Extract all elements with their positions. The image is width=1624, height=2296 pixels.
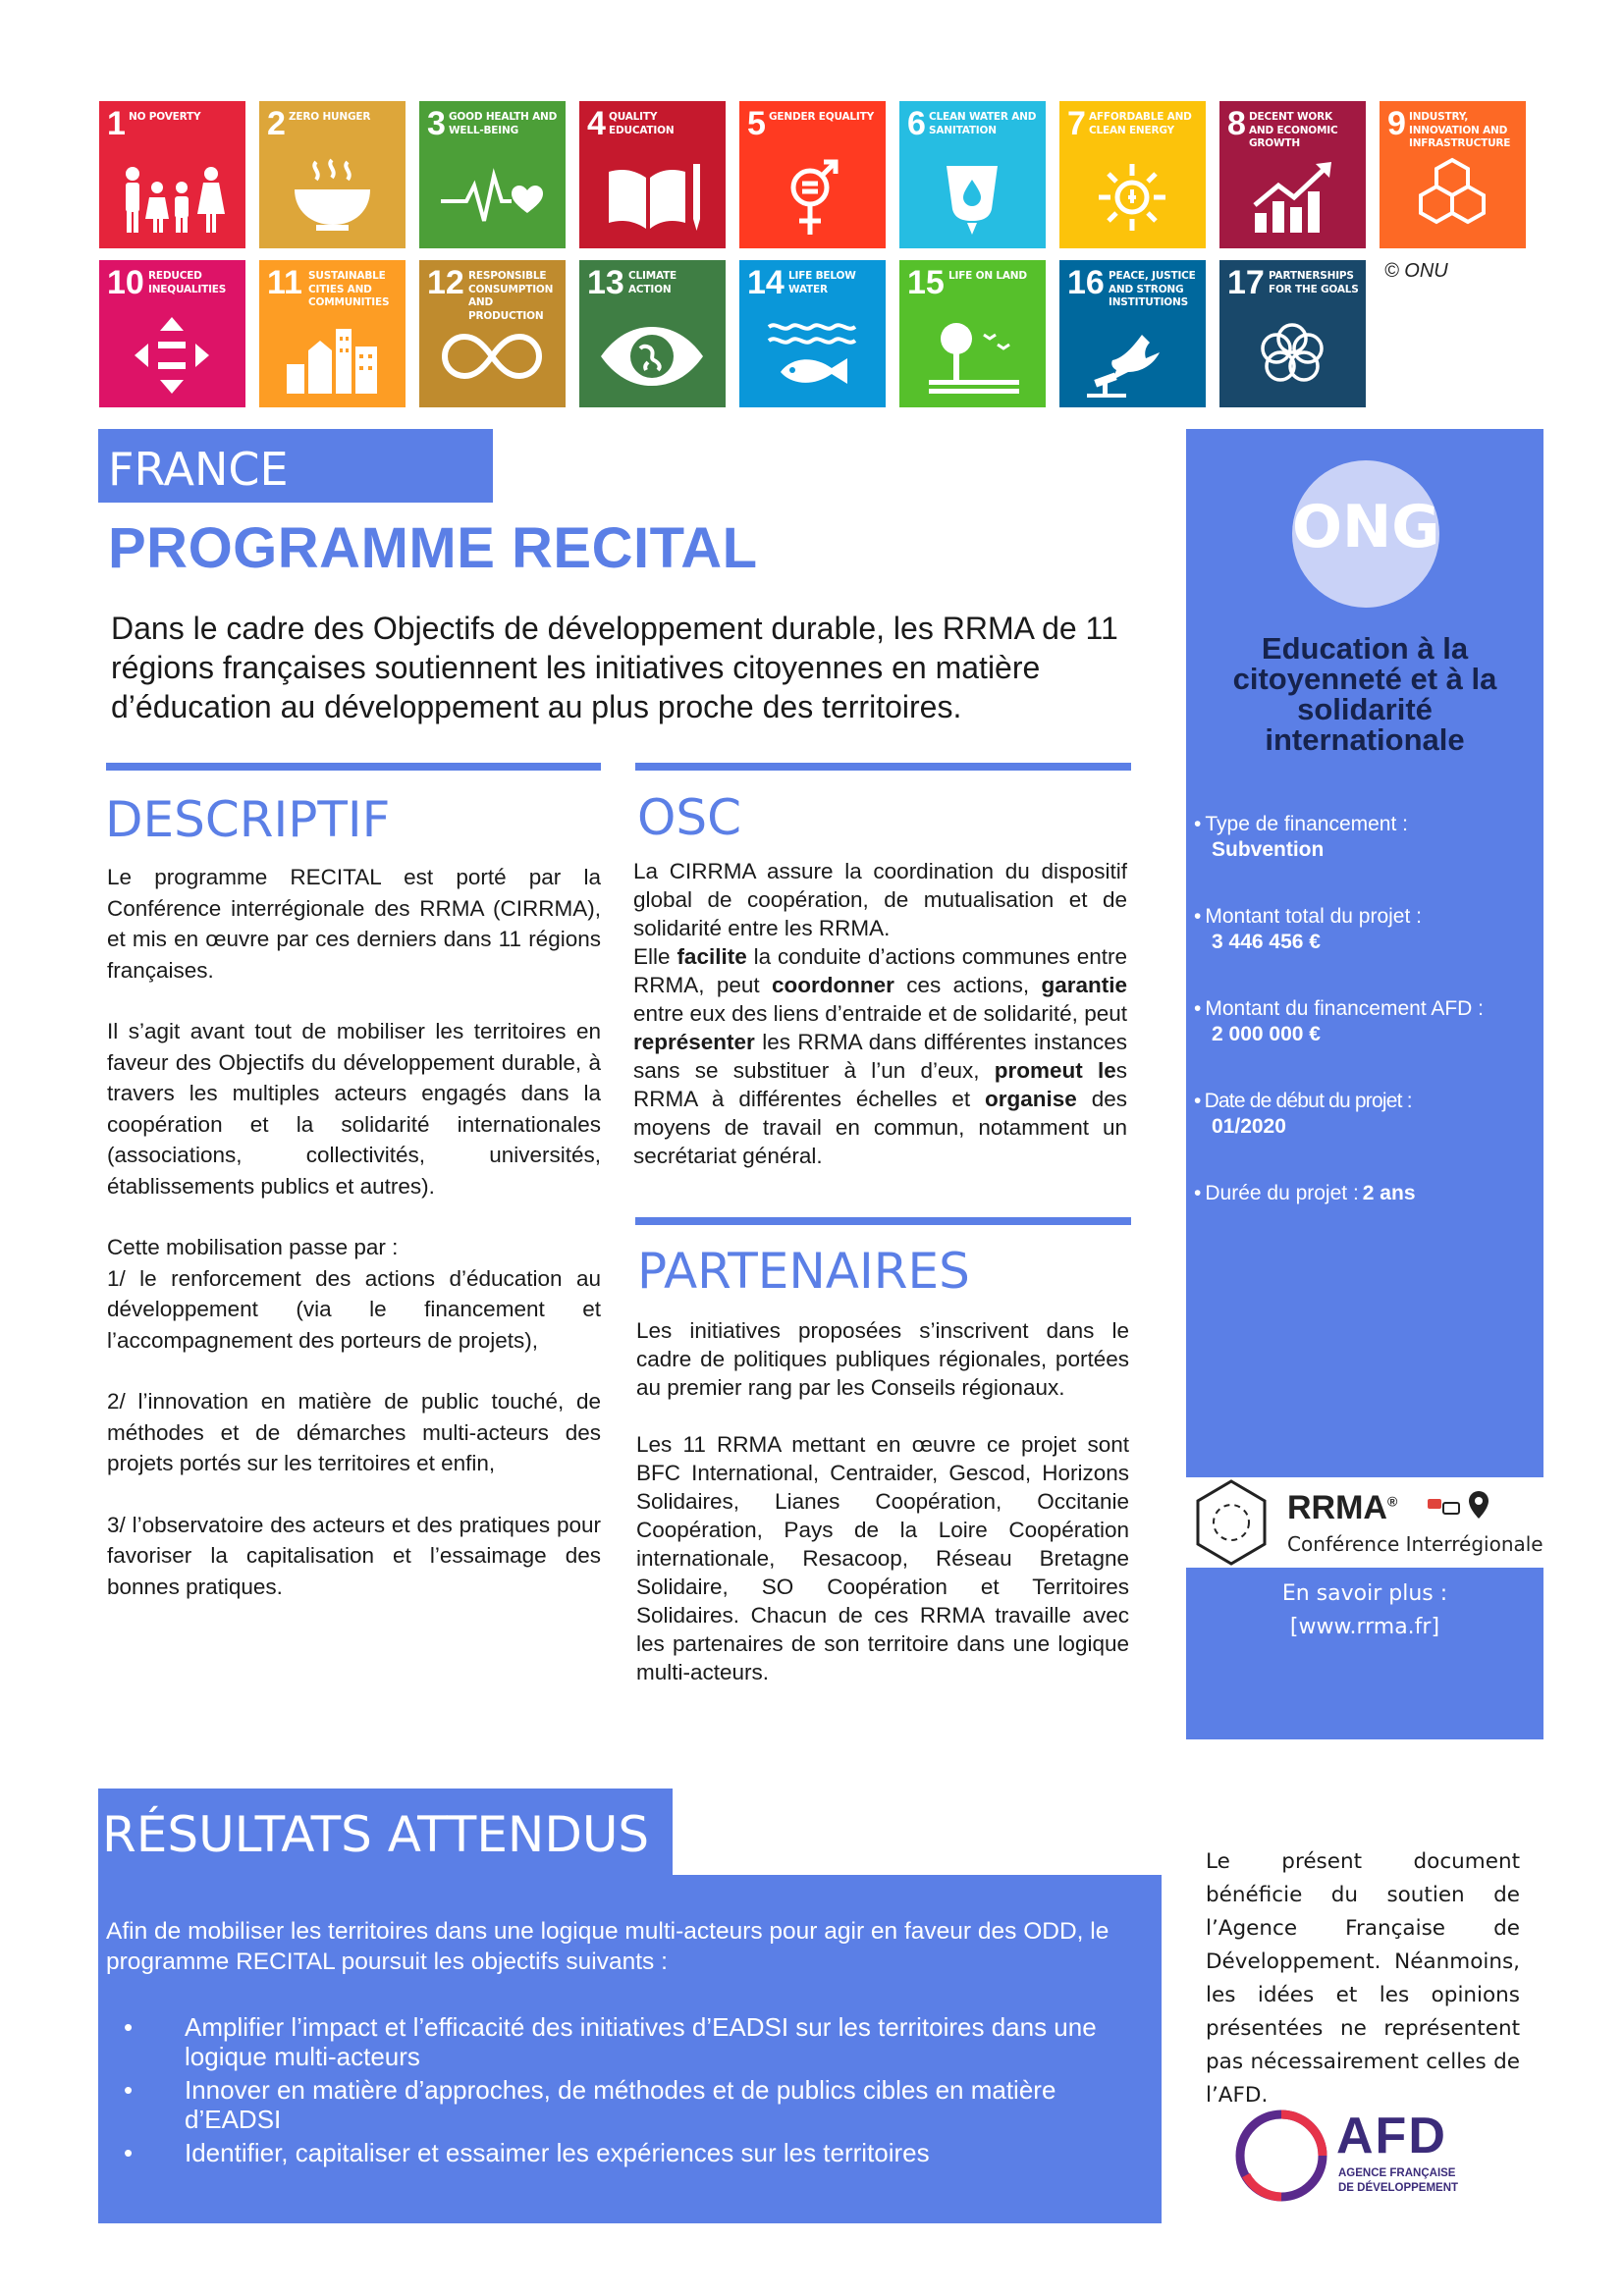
results-heading: RÉSULTATS ATTENDUS [102, 1806, 650, 1863]
descriptif-paragraph: 1/ le renforcement des actions d’éducation au développement (via le financement et l’accompagnement des porteurs de projets), [107, 1265, 601, 1353]
sdg-tile-4 [579, 101, 726, 248]
rrma-logo-name: RRMA® [1287, 1489, 1398, 1526]
duration-value: 2 ans [1362, 1182, 1416, 1204]
sdg-label: GENDER EQUALITY [769, 111, 874, 123]
city-icon [273, 311, 392, 398]
descriptif-body [107, 862, 601, 1602]
sdg-number: 6 [907, 105, 926, 142]
sdg-label: AFFORDABLE AND CLEAN ENERGY [1089, 111, 1192, 136]
sdg-tile-14 [739, 260, 886, 407]
total-amount-value: 3 446 456 € [1212, 931, 1321, 953]
sdg-tile-16 [1059, 260, 1206, 407]
dove-gavel-icon [1073, 311, 1192, 398]
rrma-logo [1186, 1477, 1543, 1568]
sdg-tile-5 [739, 101, 886, 248]
heartbeat-icon [433, 152, 552, 239]
list-item [1194, 904, 1528, 955]
cubes-icon [1393, 152, 1512, 239]
list-item: • Innover en matière d’approches, de méthodes et de publics cibles en matière d’EADSI [106, 2075, 1159, 2134]
sdg-tile-9 [1380, 101, 1526, 248]
sdg-label: LIFE BELOW WATER [788, 270, 856, 295]
ong-badge-label: ONG [1292, 493, 1440, 561]
list-item [1194, 1181, 1528, 1206]
country-banner [98, 429, 493, 503]
total-amount-label: • Montant total du projet : [1194, 905, 1422, 928]
results-intro: Afin de mobiliser les territoires dans une logique multi-acteurs pour agir en faveur des ODD, le programme RECITAL poursuit les objectifs suivants : [106, 1918, 1110, 1975]
sdg-number: 10 [107, 264, 144, 301]
sdg-label: GOOD HEALTH AND WELL-BEING [449, 111, 558, 136]
afd-name-line2: DE DÉVELOPPEMENT [1338, 2182, 1459, 2194]
partenaires-body [636, 1316, 1129, 1686]
equality-arrows-icon [113, 311, 232, 398]
sdg-tile-1 [99, 101, 245, 248]
fish-icon [753, 311, 872, 398]
more-info [1186, 1577, 1543, 1644]
list-item: • Amplifier l’impact et l’efficacité des initiatives d’EADSI sur les territoires dans une logique multi-acteurs [106, 2012, 1159, 2071]
partenaires-paragraph: Les initiatives proposées s’inscrivent dans le cadre de politiques publiques régionales, portées au premier rang par les Conseils régionaux. [636, 1318, 1129, 1400]
growth-chart-icon [1233, 152, 1352, 239]
country-label: FRANCE [108, 443, 289, 496]
sdg-number: 8 [1227, 105, 1246, 142]
sdg-number: 3 [427, 105, 446, 142]
descriptif-paragraph: 2/ l’innovation en matière de public touché, de méthodes et de démarches multi-acteurs des projets portés sur les territoires et enfin, [107, 1389, 601, 1475]
sdg-label: CLIMATE ACTION [628, 270, 677, 295]
sdg-label: PARTNERSHIPS FOR THE GOALS [1269, 270, 1359, 295]
descriptif-paragraph: Le programme RECITAL est porté par la Conférence interrégionale des RRMA (CIRRMA), et mis en œuvre par ces derniers dans 11 régions françaises. [107, 865, 601, 983]
results-box [98, 1875, 1162, 2223]
afd-logo [1232, 2107, 1488, 2205]
partenaires-heading: PARTENAIRES [637, 1243, 970, 1300]
sdg-number: 7 [1067, 105, 1086, 142]
sdg-label: RESPONSIBLE CONSUMPTION AND PRODUCTION [468, 270, 554, 322]
sun-icon [1073, 152, 1192, 239]
sdg-label: INDUSTRY, INNOVATION AND INFRASTRUCTURE [1409, 111, 1511, 150]
ong-badge [1292, 460, 1439, 608]
list-item [1194, 996, 1528, 1047]
sdg-tile-2 [259, 101, 406, 248]
disclaimer-text: Le présent document bénéficie du soutien de l’Agence Française de Développement. Néanmoins, les idées et les opinions présentées ne représentent pas nécessairement celles de l’AFD. [1206, 1849, 1520, 2108]
sdg-tile-10 [99, 260, 245, 407]
sdg-number: 11 [267, 264, 302, 301]
financing-type-value: Subvention [1212, 838, 1325, 861]
sdg-tile-7 [1059, 101, 1206, 248]
rings-icon [1233, 311, 1352, 398]
sdg-tile-12 [419, 260, 566, 407]
sdg-number: 14 [747, 264, 785, 301]
sdg-number: 1 [107, 105, 126, 142]
more-info-label: En savoir plus : [1281, 1581, 1448, 1606]
gender-icon [753, 152, 872, 239]
sdg-number: 5 [747, 105, 766, 142]
list-item: • Identifier, capitaliser et essaimer les expériences sur les territoires [106, 2138, 1159, 2167]
list-item [1194, 812, 1528, 863]
sdg-tile-6 [899, 101, 1046, 248]
sdg-tile-13 [579, 260, 726, 407]
infinity-icon [433, 311, 552, 398]
financing-type-label: • Type de financement : [1194, 813, 1408, 835]
list-item [1194, 1089, 1528, 1140]
start-date-value: 01/2020 [1212, 1115, 1286, 1138]
sdg-number: 2 [267, 105, 286, 142]
osc-paragraph: Elle facilite la conduite d’actions communes entre RRMA, peut coordonner ces actions, garantie entre eux des liens d’entraide et de solidarité, peut représenter les RRMA dans différentes instances sans se substituer à l’un d’eux, promeut les RRMA à différentes échelles et organise des moyens de travail en commun, notamment un secrétariat général. [633, 944, 1127, 1168]
sdg-label: SUSTAINABLE CITIES AND COMMUNITIES [308, 270, 390, 309]
bowl-icon [273, 152, 392, 239]
sdg-number: 15 [907, 264, 945, 301]
sdg-number: 4 [587, 105, 606, 142]
section-divider [106, 763, 601, 771]
descriptif-paragraph: Cette mobilisation passe par : [107, 1235, 399, 1259]
family-icon [113, 152, 232, 239]
financing-list [1194, 812, 1528, 1248]
partenaires-paragraph: Les 11 RRMA mettant en œuvre ce projet sont BFC International, Centraider, Gescod, Horizons Solidaires, Lianes Coopération, Occitanie Coopération, Pays de la Loire Coopération internationale, Resacoop, Réseau Bretagne Solidaire, SO Coopération et Territoires Solidaires. Chacun de ces RRMA travaille avec les partenaires de son territoire dans une logique multi-acteurs. [636, 1432, 1129, 1684]
sdg-label: ZERO HUNGER [289, 111, 371, 123]
afd-name-line1: AGENCE FRANÇAISE [1338, 2167, 1456, 2179]
osc-heading: OSC [637, 789, 742, 846]
eye-globe-icon [593, 311, 712, 398]
afd-amount-label: • Montant du financement AFD : [1194, 997, 1484, 1020]
section-divider [635, 763, 1131, 771]
water-drop-icon [913, 152, 1032, 239]
start-date-label: • Date de début du projet : [1194, 1090, 1412, 1112]
page-title: PROGRAMME RECITAL [108, 516, 758, 580]
sdg-tile-3 [419, 101, 566, 248]
results-list [106, 2012, 1159, 2171]
results-banner [98, 1789, 673, 1875]
photo-credit: © ONU [1384, 260, 1448, 282]
sdg-tile-15 [899, 260, 1046, 407]
more-info-link[interactable]: [www.rrma.fr] [1289, 1615, 1440, 1639]
afd-amount-value: 2 000 000 € [1212, 1023, 1321, 1045]
afd-acronym: AFD [1336, 2108, 1447, 2164]
osc-body [633, 857, 1127, 1170]
descriptif-paragraph: Il s’agit avant tout de mobiliser les territoires en faveur des Objectifs du développement durable, à travers les multiples acteurs engagés dans la coopération et la solidarité internationales (associations, collectivités, universités, établissements publics et autres). [107, 1019, 601, 1199]
section-divider [635, 1217, 1131, 1225]
sdg-label: QUALITY EDUCATION [609, 111, 675, 136]
sdg-label: PEACE, JUSTICE AND STRONG INSTITUTIONS [1109, 270, 1196, 309]
sdg-number: 17 [1227, 264, 1265, 301]
sdg-tile-8 [1219, 101, 1366, 248]
sdg-number: 13 [587, 264, 624, 301]
osc-paragraph: La CIRRMA assure la coordination du dispositif global de coopération, de mutualisation et de solidarité entre les RRMA. [633, 859, 1127, 940]
descriptif-heading: DESCRIPTIF [105, 791, 391, 848]
afd-ring-icon [1232, 2107, 1330, 2205]
book-icon [593, 152, 712, 239]
tree-birds-icon [913, 311, 1032, 398]
sdg-number: 12 [427, 264, 464, 301]
sdg-label: CLEAN WATER AND SANITATION [929, 111, 1037, 136]
sdg-label: REDUCED INEQUALITIES [148, 270, 227, 295]
sdg-label: NO POVERTY [129, 111, 201, 123]
sidebar-title: Education à la citoyenneté et à la solidarité internationale [1232, 631, 1497, 757]
sdg-number: 16 [1067, 264, 1105, 301]
project-sidebar [1186, 429, 1543, 1739]
sdg-number: 9 [1387, 105, 1406, 142]
duration-label: • Durée du projet : [1194, 1182, 1359, 1204]
sdg-label: LIFE ON LAND [948, 270, 1027, 282]
sdg-tile-17 [1219, 260, 1366, 407]
sdg-tile-11 [259, 260, 406, 407]
sdg-label: DECENT WORK AND ECONOMIC GROWTH [1249, 111, 1338, 150]
intro-text: Dans le cadre des Objectifs de développement durable, les RRMA de 11 régions françaises soutiennent les initiatives citoyennes en matière d’éducation au développement au plus proche des territoires. [111, 611, 1118, 724]
descriptif-paragraph: 3/ l’observatoire des acteurs et des pratiques pour favoriser la capitalisation et l’essaimage des bonnes pratiques. [107, 1512, 601, 1599]
rrma-logo-subtitle: Conférence Interrégionale [1287, 1532, 1543, 1556]
